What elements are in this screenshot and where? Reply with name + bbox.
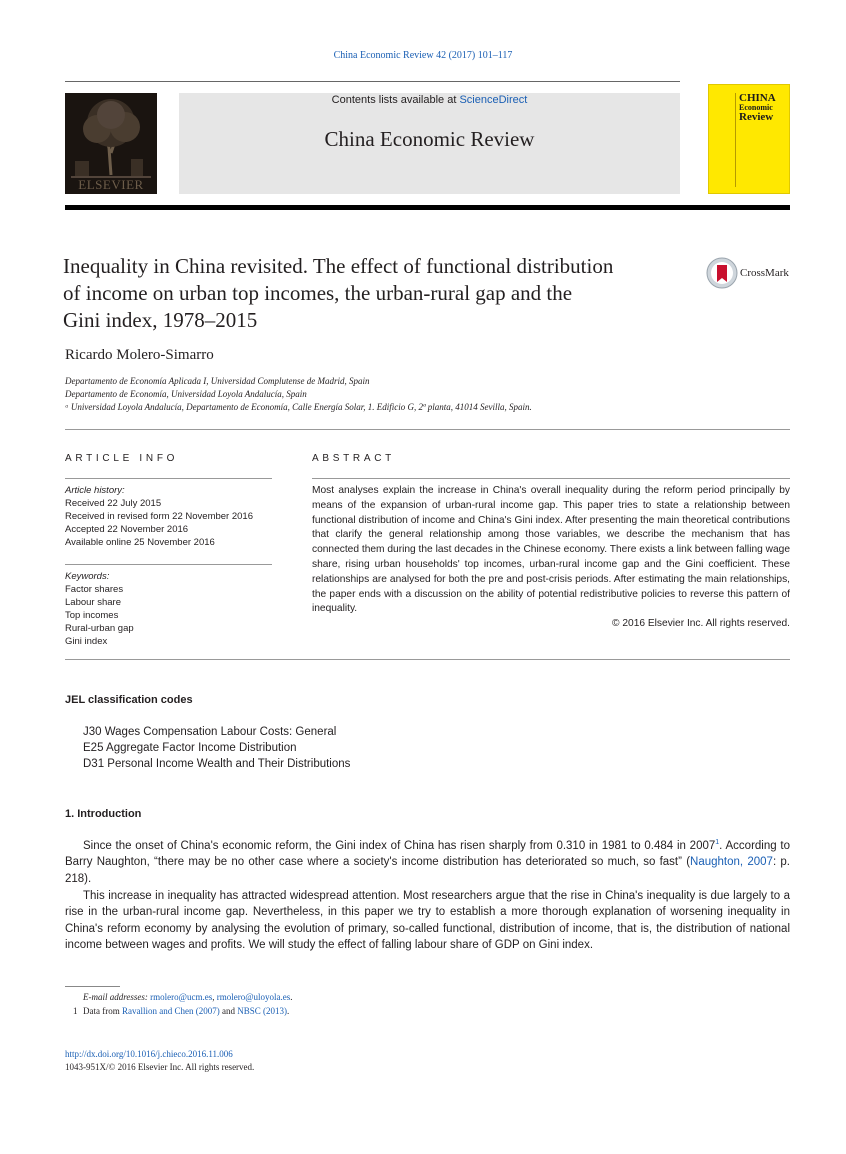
- elsevier-wordmark: ELSEVIER: [78, 177, 144, 192]
- history-item: Received 22 July 2015: [65, 498, 162, 509]
- citation-naughton[interactable]: Naughton, 2007: [690, 856, 773, 869]
- journal-reference-link[interactable]: China Economic Review 42 (2017) 101–117: [333, 50, 513, 61]
- keyword: Gini index: [65, 636, 108, 647]
- footnote-and: and: [219, 1006, 238, 1016]
- header-rule: [65, 205, 790, 210]
- citation-nbsc[interactable]: NBSC (2013): [237, 1006, 287, 1016]
- keyword: Rural-urban gap: [65, 623, 134, 634]
- history-label: Article history:: [65, 485, 125, 496]
- citation-ravallion-chen[interactable]: Ravallion and Chen (2007): [121, 1006, 220, 1016]
- divider: [65, 478, 272, 479]
- keyword: Labour share: [65, 597, 121, 608]
- title-line-1: Inequality in China revisited. The effect of functional distribution: [63, 254, 614, 278]
- cover-line-2: Economic: [739, 103, 773, 112]
- history-item: Accepted 22 November 2016: [65, 524, 189, 535]
- journal-reference[interactable]: [0, 50, 846, 61]
- footnote-number: 1: [73, 1006, 78, 1016]
- footnote-end: .: [286, 1006, 290, 1016]
- p1-text-a: Since the onset of China's economic reform, the Gini index of China has risen sharply from 0.310 in 1981 to 0.484 in 2007: [83, 840, 716, 852]
- affiliation-3: ᵃ Universidad Loyola Andalucía, Departamento de Economía, Calle Energía Solar, 1. Edificio G, 2ª planta, 41014 Sevilla, Spain.: [65, 402, 532, 412]
- email-footnote: [83, 992, 292, 1002]
- p1-text-b: . According to Barry Naughton, “there may be no other case where a society's income distribution has deteriorated so much, so fast” (: [65, 840, 790, 869]
- keyword: Factor shares: [65, 584, 124, 595]
- doi-link[interactable]: http://dx.doi.org/10.1016/j.chieco.2016.11.006: [65, 1049, 233, 1059]
- cover-line-1: CHINA: [739, 92, 776, 104]
- crossmark-icon: [706, 257, 740, 291]
- jel-code: E25 Aggregate Factor Income Distribution: [83, 742, 297, 754]
- affiliation-1: Departamento de Economía Aplicada I, Universidad Complutense de Madrid, Spain: [65, 376, 370, 386]
- divider: [65, 564, 272, 565]
- contents-prefix: Contents lists available at: [331, 94, 460, 106]
- cover-line-3: Review: [739, 111, 774, 123]
- keywords-label: Keywords:: [65, 571, 110, 582]
- jel-code: J30 Wages Compensation Labour Costs: General: [83, 726, 337, 738]
- footnote-divider: [65, 986, 120, 987]
- intro-paragraph-2: [65, 888, 790, 953]
- footnote-1: [73, 1006, 289, 1016]
- author-name: Ricardo Molero-Simarro: [65, 347, 214, 363]
- paper-title: [63, 253, 683, 334]
- email-end: .: [290, 992, 293, 1002]
- p2-text: This increase in inequality has attracted widespread attention. Most researchers argue that the rise in China's inequality is due largely to a rise in the urban-rural income gap. Nevertheless, in this paper we try to establish a more thorough explanation of worsening inequality in China's reform economy by analysing the evolution of primary, so-called functional, distribution of income, that is, the distribution of national income between wages and profits. We will study the effect of falling labour share of GDP on Gini index.: [65, 890, 790, 951]
- abstract-copyright: © 2016 Elsevier Inc. All rights reserved.: [612, 618, 790, 629]
- divider: [65, 429, 790, 430]
- journal-title-text[interactable]: China Economic Review: [324, 127, 535, 151]
- intro-paragraph-1: [65, 838, 790, 887]
- footnote-ref-1[interactable]: 1: [715, 839, 720, 846]
- article-info-heading: ARTICLE INFO: [65, 453, 179, 464]
- email-label: E-mail addresses:: [83, 992, 151, 1002]
- issn-copyright: 1043-951X/© 2016 Elsevier Inc. All rights reserved.: [65, 1062, 255, 1072]
- keywords: [65, 570, 134, 648]
- email-link-uloyola[interactable]: rmolero@uloyola.es: [216, 992, 291, 1002]
- divider: [312, 478, 790, 479]
- history-item: Received in revised form 22 November 2016: [65, 511, 253, 522]
- jel-code: D31 Personal Income Wealth and Their Distributions: [83, 758, 351, 770]
- affiliation-2: Departamento de Economía, Universidad Loyola Andalucía, Spain: [65, 389, 307, 399]
- contents-line: [179, 94, 680, 106]
- footnote-text-a: Data from: [83, 1006, 122, 1016]
- crossmark-badge[interactable]: [706, 257, 796, 291]
- abstract-heading: ABSTRACT: [312, 453, 395, 464]
- history-item: Available online 25 November 2016: [65, 537, 215, 548]
- divider: [65, 81, 680, 82]
- jel-heading: JEL classification codes: [65, 694, 193, 706]
- article-history: [65, 484, 253, 549]
- crossmark-label[interactable]: CrossMark: [740, 267, 789, 279]
- p1-text-c: : p. 218).: [65, 856, 790, 885]
- abstract-text: Most analyses explain the increase in China's overall inequality during the reform period principally by means of the expansion of urban-rural income gap. This paper tries to state a relationship between functional distribution of income and China's Gini index. After presenting the main theoretical contributions that clarify the general relationship among those variables, we describe the mechanism that has connected them during the last decades in the Chinese economy. There exists a link between falling wage share, rising urban households' top incomes, urban-rural income gap and the Gini coefficient. These relationships are analysed for both the pre and post-crisis periods. After estimating the main relationships, the paper ends with a discussion on the ability of potential redistributive policies to reverse this pattern of inequality.: [312, 485, 790, 615]
- email-separator: ,: [212, 992, 217, 1002]
- sciencedirect-link[interactable]: ScienceDirect: [459, 94, 528, 106]
- keyword: Top incomes: [65, 610, 119, 621]
- divider: [65, 659, 790, 660]
- cover-title-block: [735, 93, 787, 187]
- title-line-2: of income on urban top incomes, the urban-rural gap and the: [63, 281, 573, 305]
- section-heading-introduction: 1. Introduction: [65, 808, 142, 820]
- elsevier-logo: [65, 93, 157, 194]
- journal-title[interactable]: [179, 127, 680, 152]
- email-link-ucm[interactable]: rmolero@ucm.es: [150, 992, 213, 1002]
- journal-cover[interactable]: [708, 84, 790, 194]
- title-line-3: Gini index, 1978–2015: [63, 308, 258, 332]
